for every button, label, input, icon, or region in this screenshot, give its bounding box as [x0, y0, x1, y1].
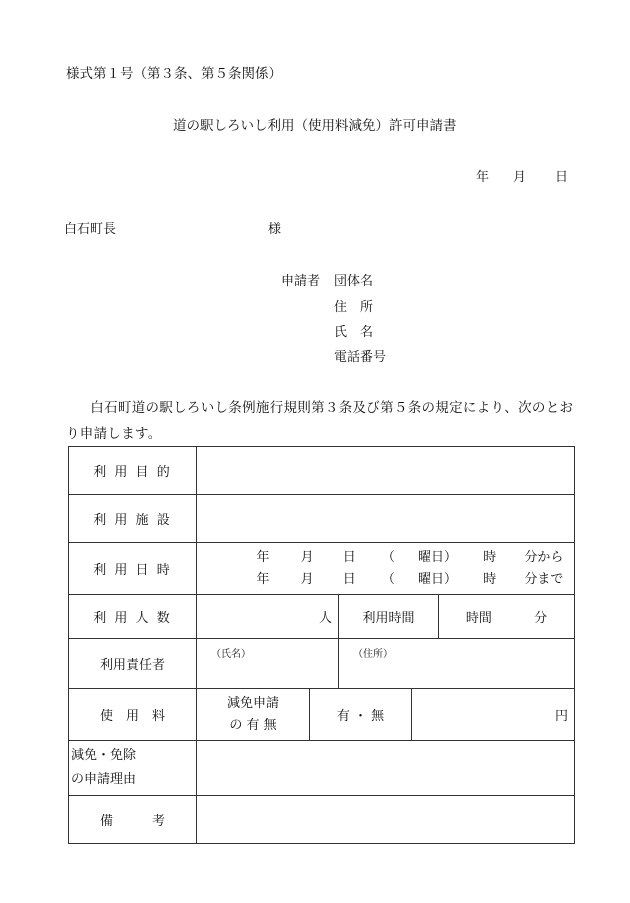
row-people — [69, 595, 575, 639]
facility-field[interactable] — [197, 495, 575, 543]
exemption-q-line2: の 有 無 — [229, 717, 277, 733]
row-datetime — [69, 543, 575, 595]
addressee-name: 白石町長 — [64, 222, 117, 237]
row-responsible — [69, 639, 575, 689]
hours-unit: 時間 — [465, 611, 492, 626]
dt-end-until: 分まで — [524, 571, 564, 587]
exemption-choice[interactable]: 有 ・ 無 — [310, 689, 412, 741]
exemption-q-line1: 減免申請 — [226, 695, 279, 711]
application-table — [68, 446, 575, 844]
date-year: 年 — [476, 170, 490, 185]
people-field[interactable] — [197, 595, 339, 639]
applicant-org-label: 団体名 — [334, 274, 374, 289]
dt-start-day: 日 — [342, 549, 356, 565]
exemption-question — [197, 689, 310, 741]
dt-start-year: 年 — [256, 549, 270, 565]
date-month: 月 — [513, 170, 527, 185]
dt-start-open: （ — [381, 549, 395, 565]
datetime-start-line — [197, 547, 574, 569]
date-day: 日 — [555, 170, 569, 185]
datetime-end-line — [197, 569, 574, 591]
people-label: 利 用 人 数 — [69, 595, 197, 639]
dt-end-hour: 時 — [483, 571, 497, 587]
resp-address-hint: （住所） — [353, 649, 393, 660]
row-facility — [69, 495, 575, 543]
applicant-phone-label: 電話番号 — [334, 350, 387, 365]
purpose-field[interactable] — [197, 447, 575, 495]
reason-field[interactable] — [197, 741, 575, 796]
applicant-role: 申請者 — [281, 274, 321, 289]
dt-end-year: 年 — [256, 571, 270, 587]
row-remarks — [69, 796, 575, 844]
reason-label-line1: 減免・免除 — [71, 748, 137, 763]
dt-end-weekday: 曜日） — [418, 571, 458, 587]
addressee-honorific: 様 — [268, 222, 282, 237]
dt-end-month: 月 — [300, 571, 314, 587]
form-number: 様式第１号（第３条、第５条関係） — [66, 66, 282, 82]
purpose-label: 利 用 目 的 — [69, 447, 197, 495]
reason-label — [69, 741, 197, 796]
remarks-label: 備 考 — [69, 796, 197, 844]
datetime-label: 利 用 日 時 — [69, 543, 197, 595]
dt-start-month: 月 — [300, 549, 314, 565]
responsible-label: 利用責任者 — [69, 639, 197, 689]
facility-label: 利 用 施 設 — [69, 495, 197, 543]
dt-start-weekday: 曜日） — [418, 549, 458, 565]
yen-unit: 円 — [555, 709, 569, 724]
remarks-field[interactable] — [197, 796, 575, 844]
fee-label: 使 用 料 — [69, 689, 197, 741]
usage-time-field[interactable] — [439, 595, 575, 639]
usage-time-label: 利用時間 — [339, 595, 439, 639]
fee-amount-field[interactable] — [412, 689, 575, 741]
minutes-unit: 分 — [534, 611, 548, 626]
reason-label-line2: の申請理由 — [71, 772, 137, 787]
dt-start-hour: 時 — [483, 549, 497, 565]
dt-start-from: 分から — [524, 549, 564, 565]
responsible-address-field[interactable] — [339, 639, 575, 689]
row-purpose — [69, 447, 575, 495]
row-fee — [69, 689, 575, 741]
resp-name-hint: （氏名） — [211, 649, 251, 660]
datetime-field[interactable] — [197, 543, 575, 595]
dt-end-day: 日 — [342, 571, 356, 587]
dt-end-open: （ — [381, 571, 395, 587]
row-reason — [69, 741, 575, 796]
intro-paragraph: 白石町道の駅しろいし条例施行規則第３条及び第５条の規定により、次のとおり申請します。 — [66, 400, 574, 442]
applicant-address-label: 住 所 — [334, 300, 374, 315]
responsible-name-field[interactable] — [197, 639, 339, 689]
people-unit: 人 — [318, 611, 332, 626]
document-title: 道の駅しろいし利用（使用料減免）許可申請書 — [173, 118, 457, 134]
applicant-name-label: 氏 名 — [334, 325, 374, 340]
